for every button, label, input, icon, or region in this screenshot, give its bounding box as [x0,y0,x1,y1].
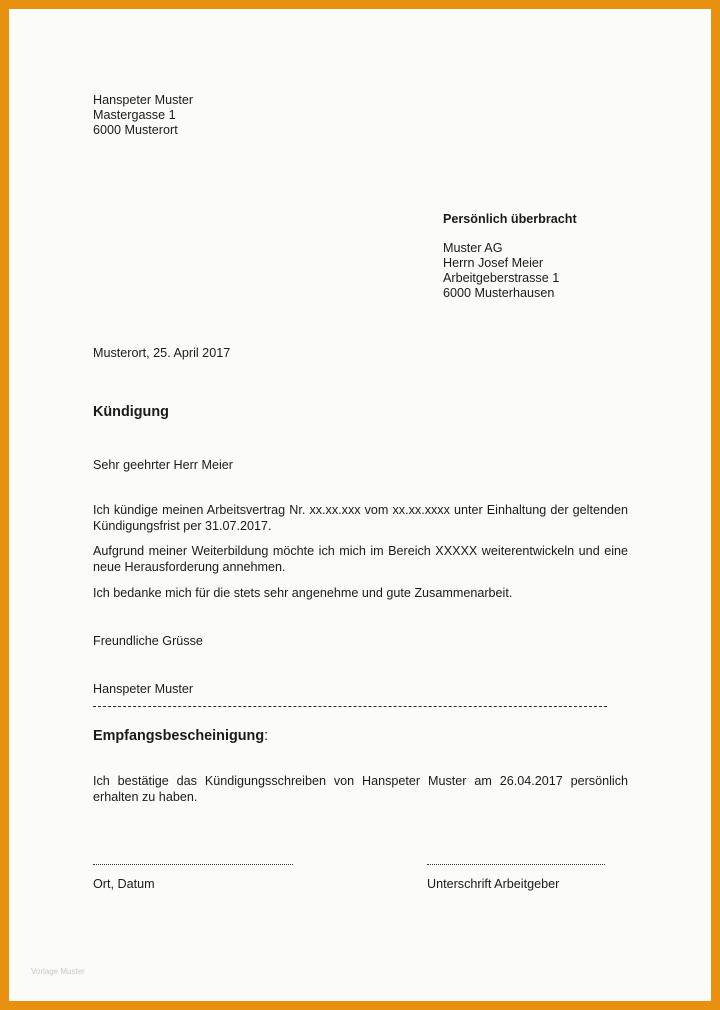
employer-signature-label: Unterschrift Arbeitgeber [427,877,560,891]
receipt-title-text: Empfangsbescheinigung [93,728,265,744]
employer-signature-line [427,864,605,865]
recipient-company: Muster AG [443,241,503,255]
salutation: Sehr geehrter Herr Meier [93,458,233,472]
subject-heading: Kündigung [93,404,169,420]
place-date-label: Ort, Datum [93,877,155,891]
place-date: Musterort, 25. April 2017 [93,346,231,360]
body-paragraph: Ich bedanke mich für die stets sehr angenehme und gute Zusammenarbeit. [93,586,513,600]
delivery-note: Persönlich überbracht [443,212,577,226]
body-paragraph: Aufgrund meiner Weiterbildung möchte ich mich im Bereich XXXXX weiterentwickeln und eine neue Herausforderung annehmen. [93,544,628,574]
recipient-person: Herrn Josef Meier [443,256,544,270]
sender-name: Hanspeter Muster [93,93,194,107]
recipient-city: 6000 Musterhausen [443,286,555,300]
letter-page [9,9,711,1001]
watermark-text: Vorlage Muster [31,967,85,976]
body-paragraph: Ich kündige meinen Arbeitsvertrag Nr. xx.xx.xxx vom xx.xx.xxxx unter Einhaltung der geltenden Kündigungsfrist per 31.07.2017. [93,503,628,533]
sender-city: 6000 Musterort [93,123,178,137]
closing: Freundliche Grüsse [93,634,203,648]
signature-name: Hanspeter Muster [93,682,194,696]
receipt-title-colon: : [264,728,269,744]
recipient-address [443,241,559,301]
sender-address [93,93,193,138]
date-signature-line [93,864,293,865]
recipient-street: Arbeitgeberstrasse 1 [443,271,560,285]
receipt-title [93,729,268,744]
receipt-text: Ich bestätige das Kündigungsschreiben von Hanspeter Muster am 26.04.2017 persönlich erhalten zu haben. [93,774,628,804]
sender-street: Mastergasse 1 [93,108,176,122]
cut-line [93,706,607,707]
